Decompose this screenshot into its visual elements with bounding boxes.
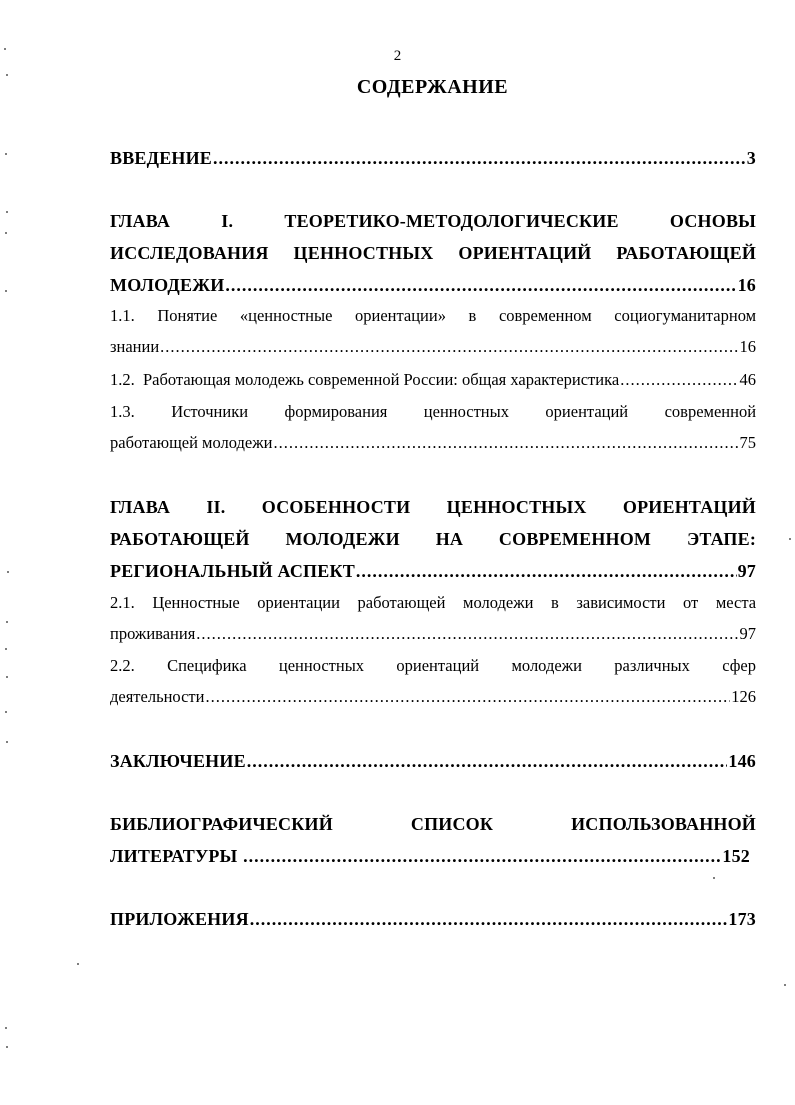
toc-entry-title-line: РАБОТАЮЩЕЙ МОЛОДЕЖИ НА СОВРЕМЕННОМ ЭТАПЕ: xyxy=(110,529,757,549)
dot-leader xyxy=(243,840,721,872)
toc-entry-title: ВВЕДЕНИЕ xyxy=(110,148,213,168)
toc-entry-title-line: 2.2. Специфика ценностных ориентаций молодежи различных сфер xyxy=(110,656,757,675)
dot-leader xyxy=(620,364,738,395)
toc-entry-title: МОЛОДЕЖИ xyxy=(110,275,225,295)
toc-entry-title: ЗАКЛЮЧЕНИЕ xyxy=(110,751,246,771)
toc-page-number: 16 xyxy=(737,275,756,295)
toc-entry-title: РЕГИОНАЛЬНЫЙ АСПЕКТ xyxy=(110,561,355,581)
scan-speck xyxy=(6,741,8,743)
dot-leader xyxy=(247,745,728,777)
toc-entry-title-line: 1.1. Понятие «ценностные ориентации» в современном социогуманитарном xyxy=(110,306,757,325)
toc-page-number: 97 xyxy=(739,624,756,643)
toc-page-number: 126 xyxy=(731,687,756,706)
toc-entry-title: ЛИТЕРАТУРЫ xyxy=(110,846,243,866)
toc-entry-title: ПРИЛОЖЕНИЯ xyxy=(110,909,249,929)
page-number: 2 xyxy=(393,48,402,64)
scan-speck xyxy=(6,676,8,678)
scan-speck xyxy=(4,48,6,50)
toc-entry-title-line: ГЛАВА II. ОСОБЕННОСТИ ЦЕННОСТНЫХ ОРИЕНТАЦИЙ xyxy=(110,497,757,517)
scan-speck xyxy=(77,963,79,965)
toc-entry-title-line: 1.3. Источники формирования ценностных ориентаций современной xyxy=(110,402,757,421)
scan-speck xyxy=(7,571,9,573)
toc-entry-title: проживания xyxy=(110,624,196,643)
scan-speck xyxy=(5,232,7,234)
toc-entry-section-2-1[interactable] xyxy=(110,587,756,649)
toc-page-number: 16 xyxy=(739,337,756,356)
toc-page-number: 97 xyxy=(737,561,756,581)
toc-entry-title: 1.2. Работающая молодежь современной России: общая характеристика xyxy=(110,370,620,389)
toc-entry-chapter-2[interactable] xyxy=(110,491,756,587)
toc-entry-chapter-1[interactable] xyxy=(110,205,756,301)
scan-speck xyxy=(6,1046,8,1048)
toc-entry-title: деятельности xyxy=(110,687,205,706)
toc-entry-title-line: БИБЛИОГРАФИЧЕСКИЙ СПИСОК ИСПОЛЬЗОВАННОЙ xyxy=(110,814,757,834)
toc-entry-section-2-2[interactable] xyxy=(110,650,756,712)
toc-entry-title-line: ГЛАВА I. ТЕОРЕТИКО-МЕТОДОЛОГИЧЕСКИЕ ОСНОВЫ xyxy=(110,211,757,231)
dot-leader xyxy=(250,903,728,935)
toc-entry-section-1-2[interactable] xyxy=(110,364,756,395)
dot-leader xyxy=(196,618,738,649)
toc-page-number: 173 xyxy=(728,909,756,929)
scan-speck xyxy=(6,74,8,76)
toc-page-number: 75 xyxy=(739,433,756,452)
scan-speck xyxy=(5,711,7,713)
dot-leader xyxy=(160,331,738,362)
toc-page-number: 3 xyxy=(746,148,756,168)
toc-entry-introduction[interactable] xyxy=(110,142,756,174)
dot-leader xyxy=(205,681,730,712)
toc-page-number: 146 xyxy=(728,751,756,771)
dot-leader xyxy=(213,142,746,174)
toc-entry-section-1-1[interactable] xyxy=(110,300,756,362)
scan-speck xyxy=(5,1027,7,1029)
toc-entry-title-line: 2.1. Ценностные ориентации работающей молодежи в зависимости от места xyxy=(110,593,757,612)
scan-speck xyxy=(5,153,7,155)
toc-entry-bibliography[interactable] xyxy=(110,808,756,872)
toc-entry-section-1-3[interactable] xyxy=(110,396,756,458)
scan-speck xyxy=(6,621,8,623)
scan-speck xyxy=(784,984,786,986)
toc-page-number: 46 xyxy=(739,370,756,389)
dot-leader xyxy=(273,427,738,458)
toc-entry-conclusion[interactable] xyxy=(110,745,756,777)
dot-leader xyxy=(356,555,737,587)
scan-speck xyxy=(5,290,7,292)
scan-speck xyxy=(6,211,8,213)
scan-speck xyxy=(5,648,7,650)
toc-entry-title: знании xyxy=(110,337,160,356)
toc-entry-title-line: ИССЛЕДОВАНИЯ ЦЕННОСТНЫХ ОРИЕНТАЦИЙ РАБОТАЮЩЕЙ xyxy=(110,243,757,263)
toc-page-number: 152 xyxy=(722,846,750,866)
scan-speck xyxy=(713,877,715,879)
scan-speck xyxy=(789,538,791,540)
dot-leader xyxy=(225,269,736,301)
toc-entry-appendix[interactable] xyxy=(110,903,756,935)
toc-entry-title: работающей молодежи xyxy=(110,433,273,452)
page-title: СОДЕРЖАНИЕ xyxy=(356,76,509,98)
